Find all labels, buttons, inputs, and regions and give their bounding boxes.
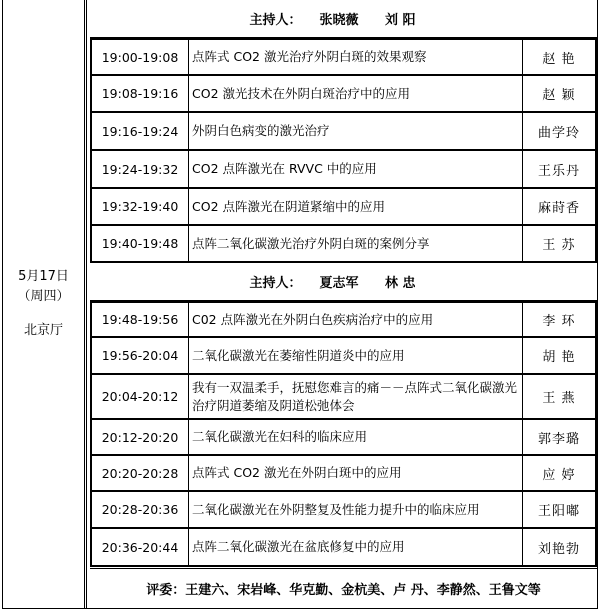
speaker-name: 胡 艳 [542,350,576,365]
talk-title: CO2 点阵激光在 RVVC 中的应用 [188,151,523,187]
judges-row [90,568,597,608]
time-slot: 19:32-19:40 [92,189,189,224]
talk-title: C02 点阵激光在外阴白色疾病治疗中的应用 [188,303,523,336]
talk-title: 点阵二氧化碳激光治疗外阴白斑的案例分享 [188,226,523,261]
talk-title: 点阵式 CO2 激光在外阴白斑中的应用 [188,456,523,490]
time-slot: 19:56-20:04 [92,338,189,373]
host-row-session-2 [90,263,597,301]
time-slot: 19:24-19:32 [92,151,189,187]
talk-title: 我有一双温柔手，抚慰您难言的痛－－点阵式二氧化碳激光治疗阴道萎缩及阴道松弛体会 [188,375,523,418]
table-row [90,76,597,113]
time-slot: 19:08-19:16 [92,76,189,111]
table-row [90,375,597,420]
speaker-name: 赵 艳 [542,51,576,67]
speaker-name: 应 婷 [542,467,576,483]
table-row [90,38,597,76]
session-venue: 北京厅 [23,323,63,338]
speaker-name: 赵 颖 [542,88,576,103]
host-name: 夏志军 [319,276,359,291]
table-row [90,151,597,189]
table-row [90,301,597,338]
talk-title: 二氧化碳激光在外阴整复及性能力提升中的临床应用 [188,492,523,527]
talk-title: 二氧化碳激光在妇科的临床应用 [188,420,523,454]
talk-title: 二氧化碳激光在萎缩性阴道炎中的应用 [188,338,523,373]
date-venue-cell [3,0,87,608]
talk-title: CO2 激光技术在外阴白斑治疗中的应用 [188,76,523,111]
talk-title: 点阵二氧化碳激光在盆底修复中的应用 [188,529,523,565]
host-label: 主持人： [249,13,302,28]
host-name: 张晓薇 [319,13,359,28]
time-slot: 19:48-19:56 [92,303,189,336]
speaker-name: 曲学玲 [537,125,580,141]
time-slot: 20:12-20:20 [92,420,189,454]
table-row [90,113,597,151]
host-name: 林 忠 [385,276,416,291]
speaker-name: 王 苏 [542,238,576,253]
schedule-table [2,0,598,609]
speaker-name: 李 环 [542,314,576,329]
speaker-name: 王乐丹 [537,163,580,179]
speaker-name: 麻莳香 [537,201,580,216]
talk-title: 点阵式 CO2 激光治疗外阴白斑的效果观察 [188,40,523,74]
time-slot: 20:28-20:36 [92,492,189,527]
host-row-session-1 [90,0,597,38]
table-row [90,420,597,456]
speaker-name: 刘艳勃 [537,541,580,557]
talk-title: 外阴白色病变的激光治疗 [188,113,523,149]
time-slot: 19:16-19:24 [92,113,189,149]
session-weekday: （周四） [17,289,70,304]
table-row [90,189,597,226]
table-row [90,226,597,263]
host-name: 刘 阳 [385,13,416,28]
session-date: 5月17日 [18,269,69,284]
speaker-name: 王 燕 [542,391,576,406]
judges-text: 评委：王建六、宋岩峰、华克勤、金杭美、卢 丹、李静然、王鲁文等 [146,583,541,598]
time-slot: 20:36-20:44 [92,529,189,565]
table-row [90,456,597,492]
speaker-name: 郭李璐 [537,431,580,447]
talk-title: CO2 点阵激光在阴道紧缩中的应用 [188,189,523,224]
table-row [90,529,597,567]
time-slot: 19:40-19:48 [92,226,189,261]
table-row [90,338,597,375]
time-slot: 19:00-19:08 [92,40,189,74]
host-label: 主持人： [249,276,302,291]
table-row [90,492,597,529]
speaker-name: 王阳嘟 [537,504,580,519]
time-slot: 20:20-20:28 [92,456,189,490]
time-slot: 20:04-20:12 [92,375,189,418]
